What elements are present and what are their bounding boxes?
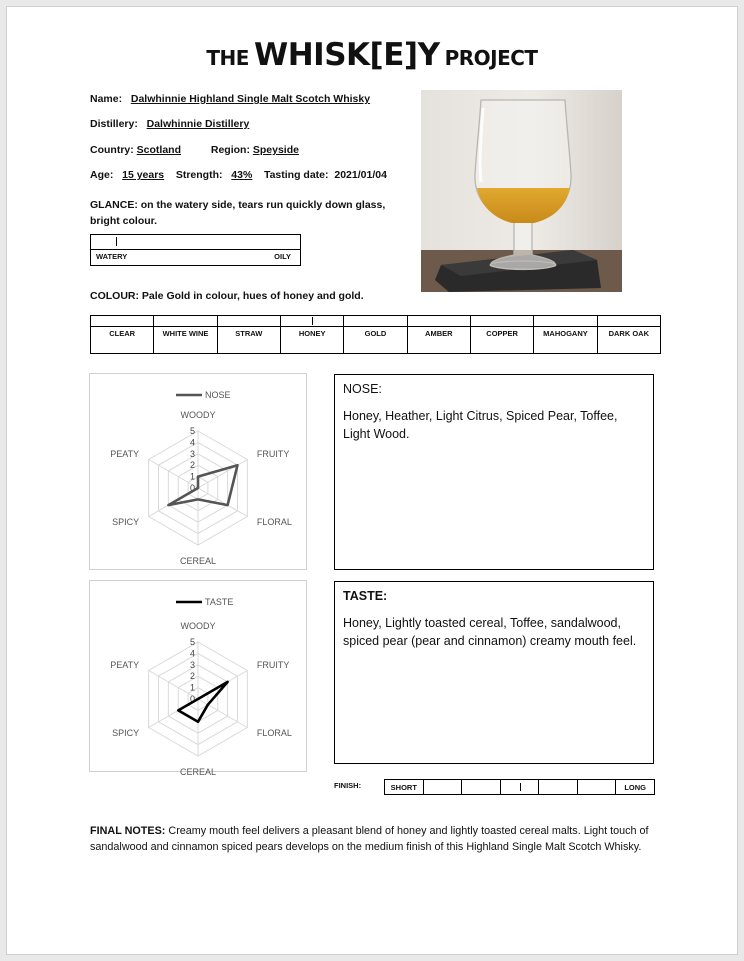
distillery-value: Dalwhinnie Distillery	[146, 118, 250, 130]
colour-marker	[312, 317, 313, 325]
glance-label: GLANCE:	[90, 199, 138, 211]
finish-max-label: LONG	[616, 780, 655, 795]
colour-option: GOLD	[344, 327, 407, 354]
logo-project: PROJECT	[444, 46, 538, 70]
radar-tick-label: 2	[189, 671, 195, 682]
age-label: Age:	[90, 169, 114, 181]
distillery-label: Distillery:	[90, 118, 138, 130]
radar-axis-label: SPICY	[112, 517, 140, 527]
finish-min-label: SHORT	[385, 780, 424, 795]
colour-scale	[90, 315, 661, 354]
logo-the: THE	[206, 46, 249, 70]
age-strength-date-field	[90, 169, 387, 181]
radar-tick-label: 5	[189, 637, 195, 647]
tasting-date-value: 2021/01/04	[334, 169, 387, 181]
viscosity-scale	[90, 234, 301, 266]
radar-axis-label: WOODY	[180, 410, 216, 420]
radar-tick-label: 1	[189, 471, 195, 482]
radar-tick-label: 0	[189, 694, 195, 704]
strength-value: 43%	[231, 169, 253, 181]
colour-option: WHITE WINE	[154, 327, 217, 354]
radar-legend-label: NOSE	[205, 390, 231, 400]
taste-radar-svg	[90, 581, 306, 777]
radar-axis-label: WOODY	[180, 621, 216, 631]
radar-tick-label: 4	[189, 437, 195, 448]
glance-text: on the watery side, tears run quickly down glass, bright colour.	[90, 199, 386, 227]
colour-option: CLEAR	[91, 327, 154, 354]
radar-axis-label: FRUITY	[256, 449, 290, 459]
radar-tick-label: 5	[189, 426, 195, 436]
radar-tick-label: 1	[189, 682, 195, 693]
radar-spoke	[198, 699, 247, 728]
radar-tick-label: 0	[189, 483, 195, 493]
taste-notes-text: Honey, Lightly toasted cereal, Toffee, sandalwood, spiced pear (pear and cinnamon) creamy mouth feel.	[343, 616, 637, 648]
colour-option: STRAW	[217, 327, 280, 354]
colour-description	[90, 290, 364, 302]
radar-axis-label: CEREAL	[179, 556, 217, 566]
radar-legend-label: TASTE	[205, 597, 234, 607]
age-value: 15 years	[122, 169, 165, 181]
colour-option: AMBER	[407, 327, 470, 354]
radar-axis-label: CEREAL	[179, 767, 217, 777]
country-value: Scotland	[136, 144, 182, 156]
tasting-date-label: Tasting date:	[263, 169, 329, 181]
colour-option: DARK OAK	[597, 327, 660, 354]
radar-axis-label: SPICY	[112, 728, 140, 738]
strength-label: Strength:	[175, 169, 223, 181]
nose-radar-svg	[90, 374, 306, 569]
radar-tick-label: 3	[189, 659, 195, 670]
country-label: Country:	[90, 144, 134, 156]
nose-notes-box	[334, 374, 654, 570]
nose-notes-text: Honey, Heather, Light Citrus, Spiced Pear, Toffee, Light Wood.	[343, 409, 618, 441]
viscosity-marker	[116, 237, 117, 246]
region-value: Speyside	[252, 144, 299, 156]
name-label: Name:	[90, 93, 123, 105]
tasting-sheet	[6, 6, 738, 955]
radar-axis-label: FLORAL	[256, 728, 292, 738]
colour-label: COLOUR:	[90, 290, 139, 302]
name-value: Dalwhinnie Highland Single Malt Scotch Whisky	[130, 93, 371, 105]
colour-option: HONEY	[280, 327, 343, 354]
distillery-field	[90, 118, 249, 130]
logo	[7, 37, 737, 73]
whisky-glass-photo	[421, 90, 622, 292]
finish-marker	[520, 783, 521, 791]
final-notes-label: FINAL NOTES:	[90, 825, 166, 837]
taste-radar-chart	[89, 580, 307, 777]
name-field	[90, 93, 370, 105]
finish-label: FINISH:	[334, 781, 362, 790]
radar-axis-label: PEATY	[110, 660, 140, 670]
radar-tick-label: 2	[189, 460, 195, 471]
final-notes	[90, 823, 660, 855]
colour-option: MAHOGANY	[534, 327, 597, 354]
radar-spoke	[198, 488, 247, 517]
country-region-field	[90, 144, 299, 156]
final-notes-text: Creamy mouth feel delivers a pleasant blend of honey and lightly toasted cereal malts. Light touch of sandalwood and cinnamon spiced pears develops on the medium finish of this Highland Single Malt Scotch Whisky.	[90, 825, 649, 853]
region-label: Region:	[210, 144, 250, 156]
colour-text: Pale Gold in colour, hues of honey and gold.	[141, 290, 364, 302]
radar-axis-label: FLORAL	[256, 517, 292, 527]
taste-notes-box	[334, 581, 654, 764]
radar-axis-label: PEATY	[110, 449, 140, 459]
nose-notes-title: NOSE:	[343, 382, 382, 396]
radar-tick-label: 4	[189, 648, 195, 659]
radar-tick-label: 3	[189, 448, 195, 459]
glance-description	[90, 197, 390, 229]
radar-axis-label: FRUITY	[256, 660, 290, 670]
taste-notes-title: TASTE:	[343, 589, 388, 603]
colour-option: COPPER	[470, 327, 533, 354]
nose-radar-chart	[89, 373, 307, 570]
viscosity-max-label: OILY	[274, 252, 291, 261]
logo-whiskey: WHISK[E]Y	[254, 37, 440, 73]
viscosity-min-label: WATERY	[96, 252, 128, 261]
